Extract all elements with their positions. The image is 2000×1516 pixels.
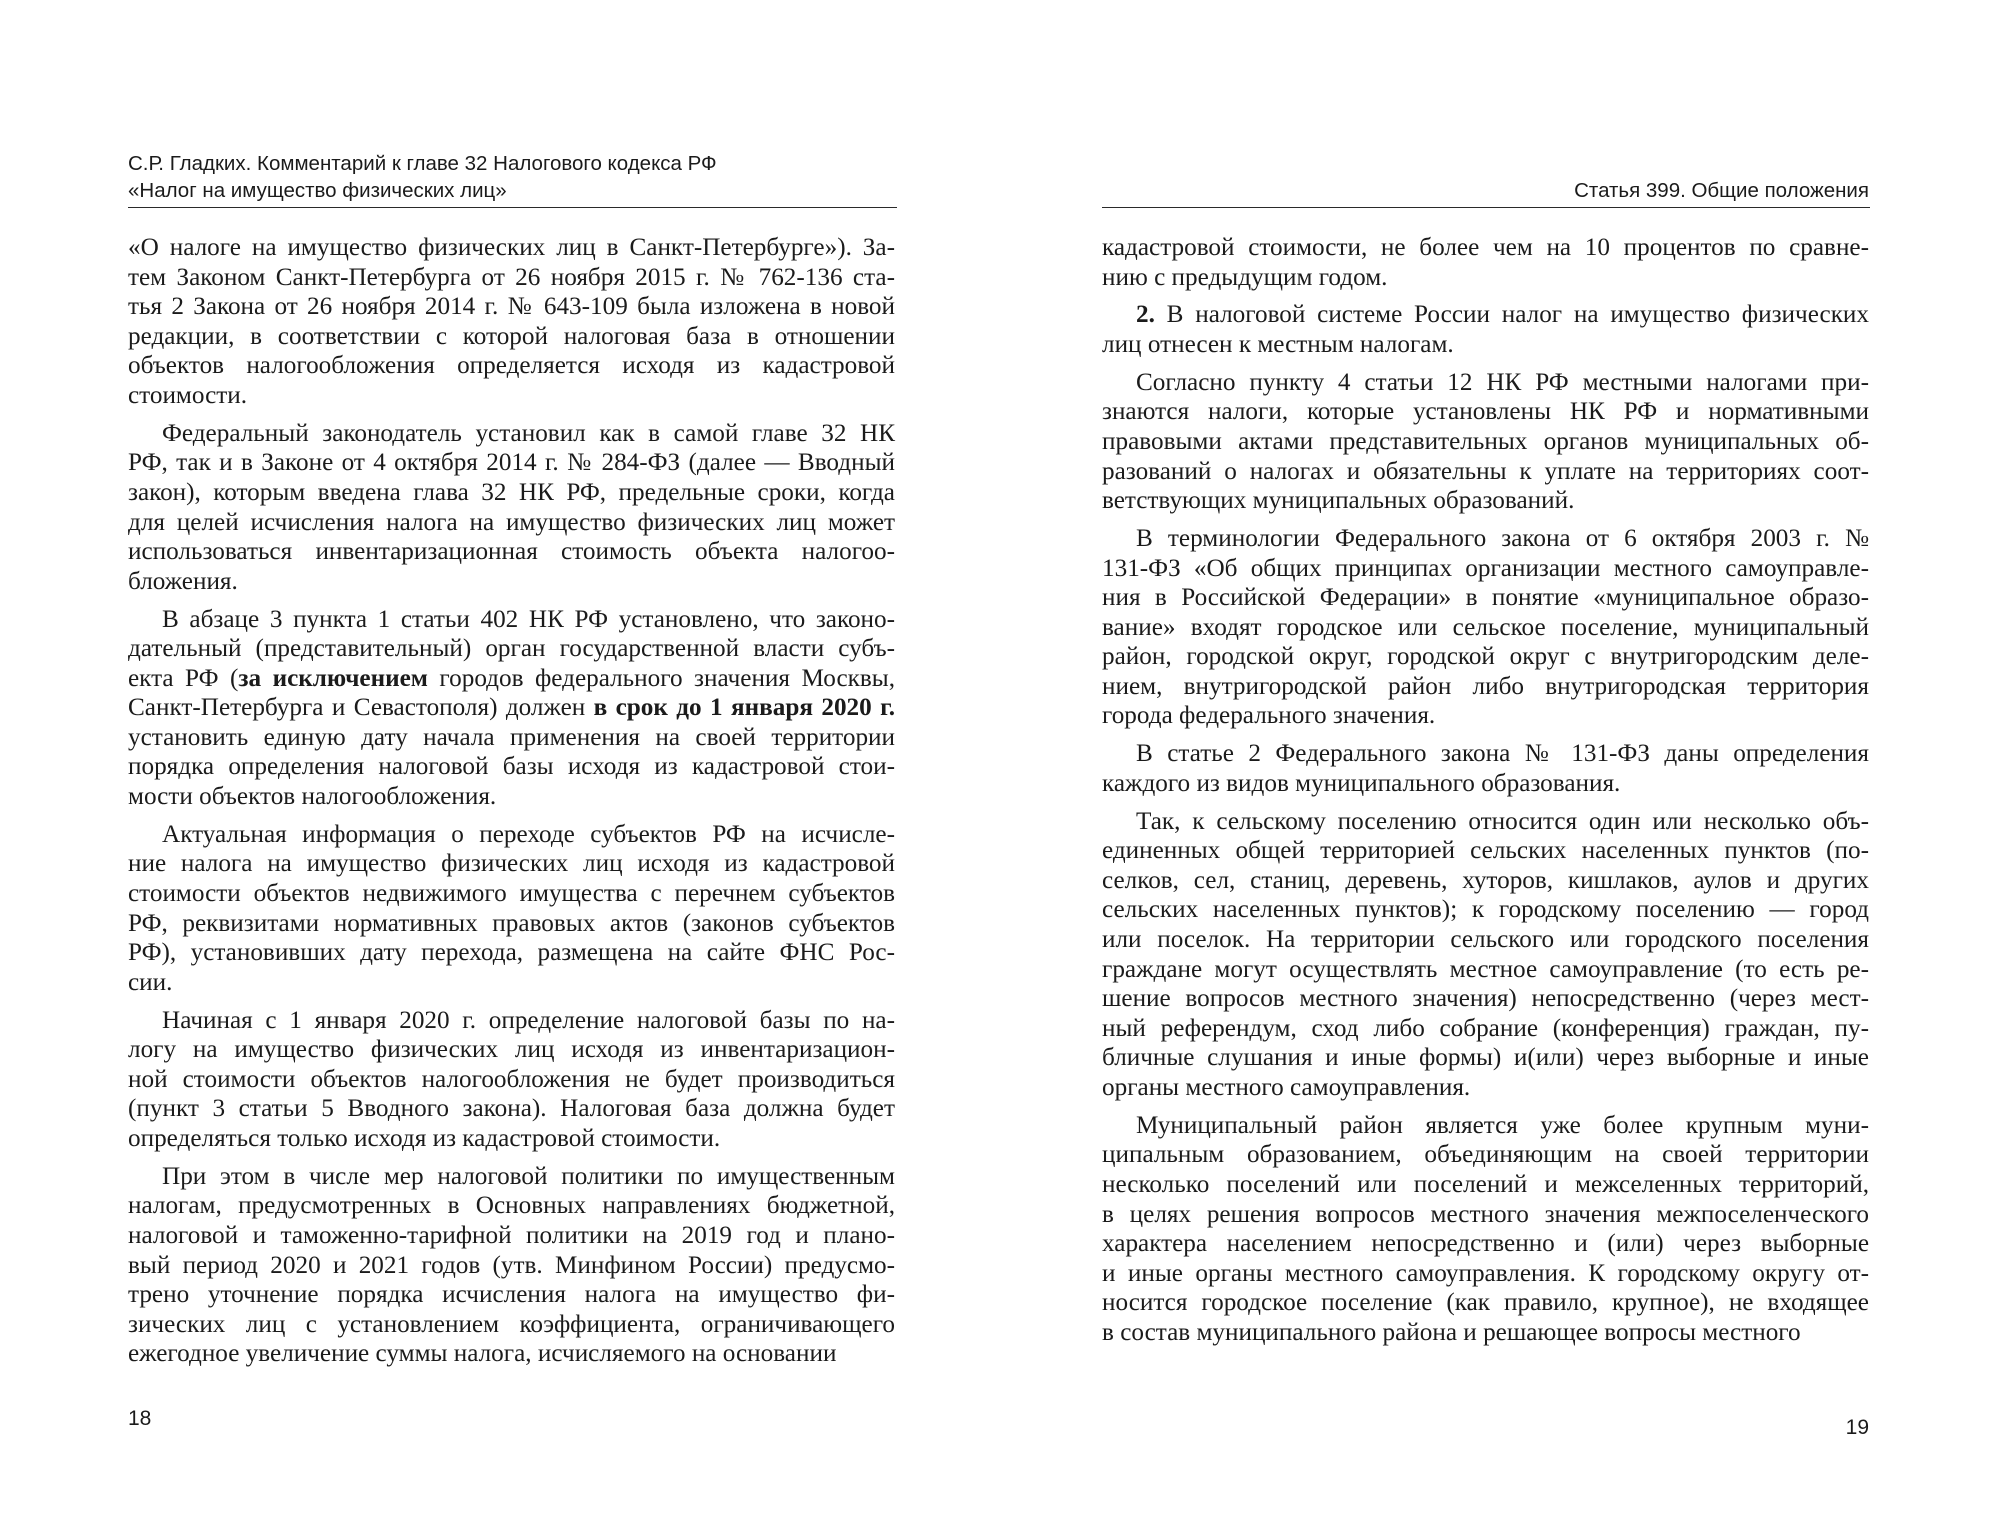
text-line: 2. В налоговой системе России налог на имущество физических — [1136, 301, 1869, 329]
text-line: правовыми актами представительных органов муниципальных об- — [1102, 427, 1869, 455]
paragraph — [128, 419, 895, 597]
paragraph — [1102, 368, 1869, 516]
text-line: ежегодное увеличение суммы налога, исчисляемого на основании — [128, 1340, 837, 1368]
text-line: редакции, в соответствии с которой налоговая база в отношении — [128, 322, 895, 350]
text-line: Муниципальный район является уже более крупным муни- — [1136, 1111, 1869, 1139]
right-body-text — [1102, 233, 1869, 1356]
text-line: 131-ФЗ «Об общих принципах организации местного самоуправле- — [1102, 554, 1869, 582]
text-line: Так, к сельскому поселению относится один или несколько объ- — [1136, 807, 1869, 835]
paragraph — [1102, 233, 1869, 292]
text-line: стоимости. — [128, 381, 248, 409]
text-line: порядка определения налоговой базы исходя из кадастровой стои- — [128, 753, 895, 781]
text-line: ципальным образованием, объединяющим на своей территории — [1102, 1141, 1869, 1169]
text-line: ной стоимости объектов налогообложения не будет производиться — [128, 1065, 895, 1093]
text-line: ный референдум, сход либо собрание (конференция) граждан, пу- — [1102, 1014, 1869, 1042]
text-line: вый период 2020 и 2021 годов (утв. Минфином России) предусмо- — [128, 1251, 895, 1279]
running-header-right — [1102, 177, 1869, 204]
page-number-right: 19 — [1845, 1416, 1869, 1439]
text-line: Актуальная информация о переходе субъектов РФ на исчисле- — [162, 820, 895, 848]
text-line: несколько поселений или поселений и межселенных территорий, — [1102, 1170, 1869, 1198]
text-line: «О налоге на имущество физических лиц в Санкт-Петербурге»). За- — [128, 234, 895, 261]
text-line: разований о налогах и обязательны к уплате на территориях соот- — [1102, 457, 1869, 485]
text-line: налогам, предусмотренных в Основных направлениях бюджетной, — [128, 1192, 895, 1220]
text-line: ния в Российской Федерации» в понятие «муниципальное образо- — [1102, 584, 1869, 612]
text-line: объектов налогообложения определяется исходя из кадастровой — [128, 352, 895, 380]
text-line: ветствующих муниципальных образований. — [1102, 487, 1575, 515]
text-line: шение вопросов местного значения) непосредственно (через мест- — [1102, 985, 1869, 1013]
text-line: в состав муниципального района и решающее вопросы местного — [1102, 1318, 1801, 1346]
paragraph — [128, 233, 895, 411]
paragraph — [1102, 524, 1869, 731]
paragraph — [1102, 807, 1869, 1103]
text-line: мости объектов налогообложения. — [128, 783, 497, 811]
text-line: города федерального значения. — [1102, 702, 1436, 730]
left-body-text — [128, 233, 895, 1377]
text-line: бличные слушания и иные формы) и(или) через выборные и иные — [1102, 1044, 1869, 1072]
paragraph — [1102, 739, 1869, 798]
header-rule-left — [128, 207, 897, 208]
running-header-left — [128, 150, 717, 204]
text-line: район, городской округ, городской округ с внутригородским деле- — [1102, 643, 1869, 671]
text-line: закон), которым введена глава 32 НК РФ, предельные сроки, когда — [128, 478, 895, 506]
text-line: нием, внутригородской район либо внутригородская территория — [1102, 672, 1869, 700]
paragraph — [128, 605, 895, 812]
text-line: определяться только исходя из кадастровой стоимости. — [128, 1124, 721, 1152]
text-line: вание» входят городское или сельское поселение, муниципальный — [1102, 613, 1869, 641]
text-line: Согласно пункту 4 статьи 12 НК РФ местными налогами при- — [1136, 368, 1869, 396]
text-line: граждане могут осуществлять местное самоуправление (то есть ре- — [1102, 955, 1869, 983]
paragraph — [128, 820, 895, 998]
text-line: В статье 2 Федерального закона № 131-ФЗ даны определения — [1136, 740, 1869, 768]
text-line: нию с предыдущим годом. — [1102, 263, 1388, 291]
text-line: Федеральный законодатель установил как в самой главе 32 НК — [162, 419, 895, 447]
text-line: кадастровой стоимости, не более чем на 10 процентов по сравне- — [1102, 234, 1869, 261]
paragraph — [128, 1006, 895, 1154]
page-right — [1000, 0, 2000, 1516]
text-line: и иные органы местного самоуправления. К городскому округу от- — [1102, 1259, 1869, 1287]
text-line: характера населением непосредственно и (или) через выборные — [1102, 1230, 1869, 1258]
text-line: знаются налоги, которые установлены НК РФ и нормативными — [1102, 398, 1869, 426]
text-line: В терминологии Федерального закона от 6 октября 2003 г. № — [1136, 524, 1869, 552]
text-line: ние налога на имущество физических лиц исходя из кадастровой — [128, 850, 895, 878]
text-line: РФ), установивших дату перехода, размещена на сайте ФНС Рос- — [128, 939, 895, 967]
running-header-title: Статья 399. Общие положения — [1574, 179, 1869, 202]
paragraph — [128, 1162, 895, 1369]
text-line: сельских населенных пунктов); к городскому поселению — город — [1102, 896, 1869, 924]
text-line: каждого из видов муниципального образования. — [1102, 769, 1621, 797]
text-line: для целей исчисления налога на имущество физических лиц может — [128, 508, 895, 536]
running-header-line-2: «Налог на имущество физических лиц» — [128, 179, 507, 202]
text-line: стоимости объектов недвижимого имущества с перечнем субъектов — [128, 880, 895, 908]
text-line: в целях решения вопросов местного значения межпоселенческого — [1102, 1200, 1869, 1228]
text-line: установить единую дату начала применения на своей территории — [128, 723, 895, 751]
text-line: (пункт 3 статьи 5 Вводного закона). Налоговая база должна будет — [128, 1095, 895, 1123]
text-line: или поселок. На территории сельского или городского поселения — [1102, 926, 1869, 953]
text-line: тья 2 Закона от 26 ноября 2014 г. № 643-109 была изложена в новой — [128, 293, 895, 321]
text-line: При этом в числе мер налоговой политики по имущественным — [162, 1162, 895, 1190]
running-header-line-1: С.Р. Гладких. Комментарий к главе 32 Налогового кодекса РФ — [128, 152, 717, 175]
header-rule-right — [1102, 207, 1870, 208]
paragraph — [1102, 300, 1869, 359]
text-line: РФ, реквизитами нормативных правовых актов (законов субъектов — [128, 909, 895, 937]
text-line: селков, сел, станиц, деревень, хуторов, кишлаков, аулов и других — [1102, 866, 1869, 894]
text-line: тем Законом Санкт-Петербурга от 26 ноября 2015 г. № 762-136 ста- — [128, 263, 895, 291]
text-line: использоваться инвентаризационная стоимость объекта налогоо- — [128, 538, 895, 566]
text-line: лиц отнесен к местным налогам. — [1102, 330, 1454, 358]
text-line: РФ, так и в Законе от 4 октября 2014 г. № 284-ФЗ (далее — Вводный — [128, 449, 895, 477]
paragraph — [1102, 1111, 1869, 1348]
text-line: органы местного самоуправления. — [1102, 1073, 1471, 1101]
text-line: логу на имущество физических лиц исходя из инвентаризацион- — [128, 1036, 895, 1064]
page-number-left: 18 — [128, 1407, 152, 1430]
text-line: Санкт-Петербурга и Севастополя) должен в срок до 1 января 2020 г. — [128, 694, 896, 722]
text-line: дательный (представительный) орган государственной власти субъ- — [128, 635, 895, 663]
text-line: В абзаце 3 пункта 1 статьи 402 НК РФ установлено, что законо- — [162, 605, 895, 633]
text-line: екта РФ (за исключением городов федерального значения Москвы, — [128, 664, 895, 692]
text-line: носится городское поселение (как правило, крупное), не входящее — [1102, 1289, 1869, 1317]
text-line: бложения. — [128, 567, 238, 595]
text-line: единенных общей территорией сельских населенных пунктов (по- — [1102, 837, 1869, 865]
text-line: налоговой и таможенно-тарифной политики на 2019 год и плано- — [128, 1221, 895, 1249]
text-line: сии. — [128, 968, 173, 996]
text-line: трено уточнение порядка исчисления налога на имущество фи- — [128, 1281, 895, 1309]
text-line: зических лиц с установлением коэффициента, ограничивающего — [128, 1310, 895, 1338]
text-line: Начиная с 1 января 2020 г. определение налоговой базы по на- — [162, 1006, 895, 1034]
